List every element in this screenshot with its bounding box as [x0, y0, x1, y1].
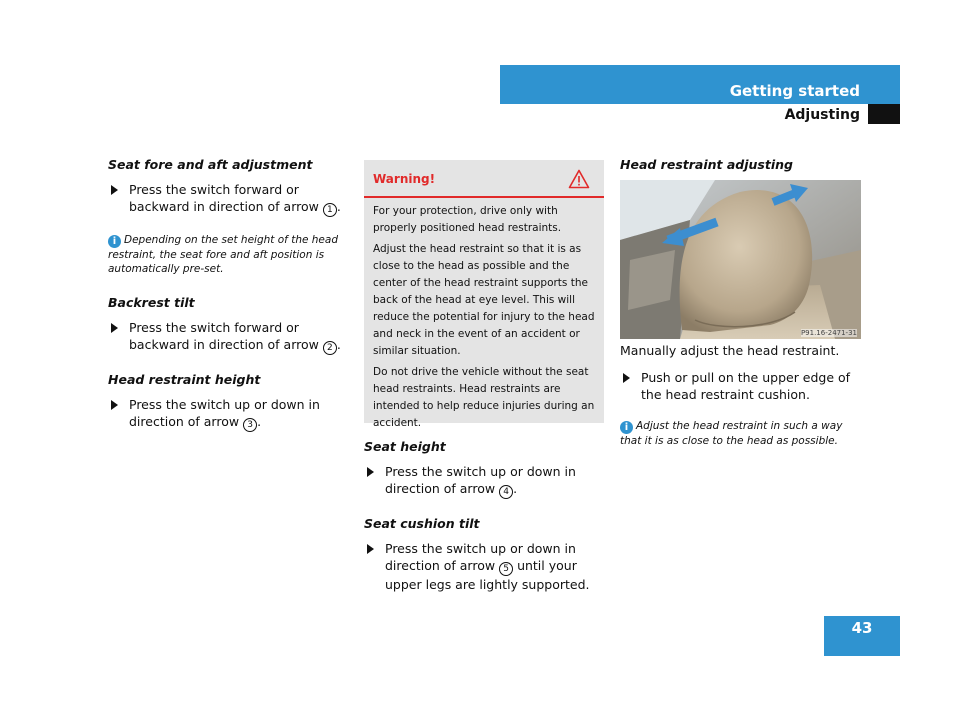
heading-fore-aft: Seat fore and aft adjustment — [108, 157, 313, 172]
bullet-arrow-icon — [111, 400, 118, 410]
warning-body — [364, 198, 604, 432]
step-text-continued: until your upper legs are lightly supported. — [385, 558, 590, 592]
heading-head-height: Head restraint height — [108, 372, 261, 387]
info-note — [620, 419, 865, 448]
section-title: Getting started — [729, 82, 860, 100]
section-header-bar — [500, 65, 900, 104]
step-backrest: Press the switch forward or backward in direction of arrow 2 . — [108, 319, 348, 355]
column-middle — [364, 438, 604, 609]
warning-paragraph: Do not drive the vehicle without the seat head restraints. Head restraints are intended to help reduce injuries during an accident. — [373, 366, 595, 429]
page-number: 43 — [851, 619, 873, 637]
heading-head-restraint-adjusting: Head restraint adjusting — [620, 157, 793, 172]
page-number-box — [824, 616, 900, 656]
step-text: Press the switch forward or backward in direction of arrow — [129, 320, 319, 352]
info-note — [108, 233, 348, 276]
info-text: Depending on the set height of the head restraint, the seat fore and aft position is automatically pre-set. — [108, 234, 338, 275]
arrow-number-badge: 5 — [499, 562, 513, 576]
arrow-number-badge: 2 — [323, 341, 337, 355]
header-marker-block — [868, 104, 900, 124]
bullet-arrow-icon — [367, 467, 374, 477]
warning-paragraph: Adjust the head restraint so that it is as close to the head as possible and the center of the head restraint supports the back of the head at eye level. This will reduce the potential for injury to the head and neck in the event of an accident or similar situation. — [373, 243, 595, 357]
column-right-body — [620, 342, 865, 466]
photo-reference-id: P91.16-2471-31 — [800, 329, 857, 337]
info-icon: i — [108, 235, 121, 248]
warning-triangle-icon — [568, 169, 590, 189]
head-restraint-illustration — [620, 180, 861, 339]
bullet-arrow-icon — [111, 323, 118, 333]
arrow-number-badge: 3 — [243, 418, 257, 432]
column-left — [108, 156, 348, 448]
heading-backrest: Backrest tilt — [108, 295, 195, 310]
step-fore-aft: Press the switch forward or backward in direction of arrow 1 . — [108, 181, 348, 217]
bullet-arrow-icon — [623, 373, 630, 383]
arrow-number-badge: 1 — [323, 203, 337, 217]
warning-box — [364, 160, 604, 429]
info-text: Adjust the head restraint in such a way that it is as close to the head as possible. — [620, 420, 843, 447]
manual-adjust-text: Manually adjust the head restraint. — [620, 343, 840, 358]
step-push-pull — [620, 369, 865, 403]
column-right-heading — [620, 156, 860, 181]
info-icon: i — [620, 421, 633, 434]
heading-cushion-tilt: Seat cushion tilt — [364, 516, 480, 531]
bullet-arrow-icon — [367, 544, 374, 554]
step-head-height: Press the switch up or down in direction of arrow 3 . — [108, 396, 348, 432]
subsection-title: Adjusting — [784, 107, 860, 123]
arrow-number-badge: 4 — [499, 485, 513, 499]
step-text: Push or pull on the upper edge of the head restraint cushion. — [641, 370, 851, 402]
bullet-arrow-icon — [111, 185, 118, 195]
head-restraint-photo — [620, 180, 861, 339]
step-text: Press the switch up or down in direction of arrow — [385, 464, 576, 496]
heading-seat-height: Seat height — [364, 439, 446, 454]
warning-paragraph: For your protection, drive only with properly positioned head restraints. — [373, 205, 562, 234]
step-text: Press the switch up or down in direction of arrow — [129, 397, 320, 429]
step-cushion-tilt — [364, 540, 604, 593]
step-text: Press the switch forward or backward in direction of arrow — [129, 182, 319, 214]
warning-header — [364, 160, 604, 198]
warning-title: Warning! — [373, 172, 436, 186]
step-text: Press the switch up or down in direction of arrow — [385, 541, 576, 573]
step-seat-height: Press the switch up or down in direction of arrow 4 . — [364, 463, 604, 499]
